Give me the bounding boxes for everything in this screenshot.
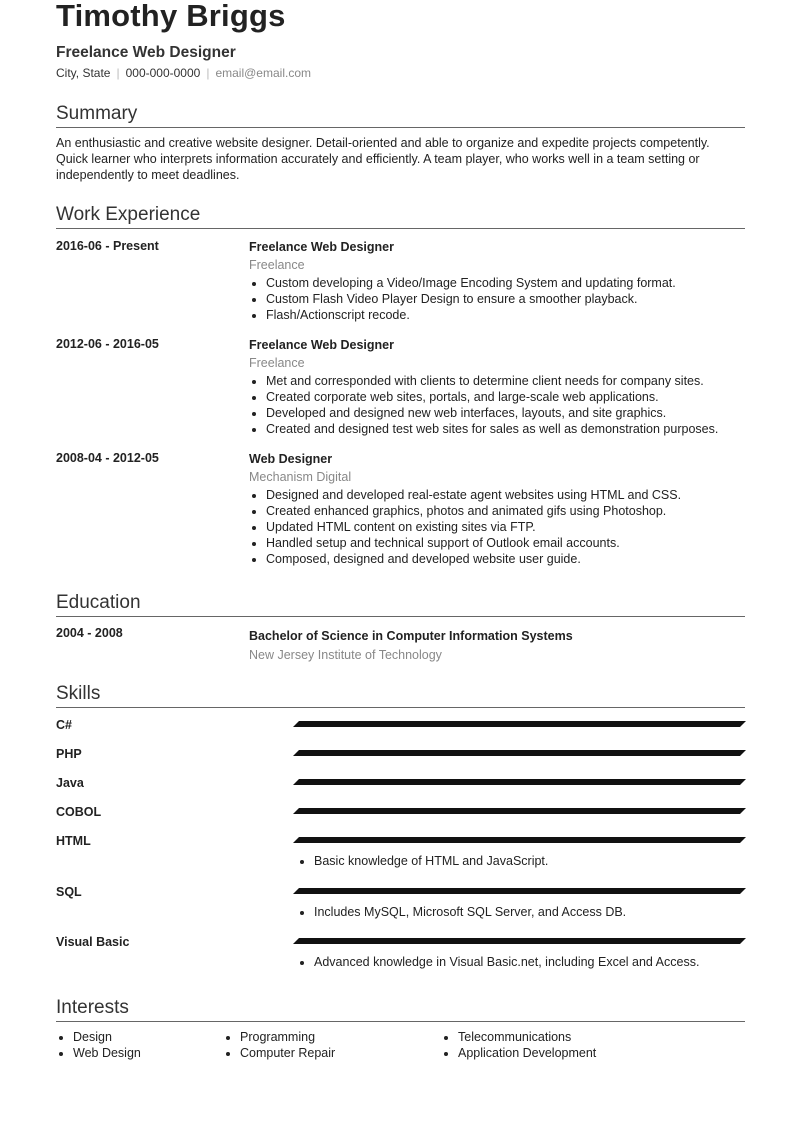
job-bullets: [249, 373, 745, 437]
job-dates: 2012-06 - 2016-05: [56, 337, 159, 351]
interests-column: [56, 1029, 141, 1061]
job-bullet: • Developed and designed new web interfaces, layouts, and site graphics.: [266, 405, 745, 421]
interest-item: • Web Design: [73, 1045, 141, 1061]
skill-level-fill: [293, 938, 746, 944]
work-experience-section: [56, 201, 745, 566]
section-title-summary: Summary: [56, 100, 745, 128]
skill-description: • Advanced knowledge in Visual Basic.net, including Excel and Access.: [314, 954, 754, 970]
job-bullet: • Composed, designed and developed website user guide.: [266, 551, 745, 567]
skill-level-fill: [293, 888, 746, 894]
skill-level-bar: [293, 837, 746, 843]
education-school: New Jersey Institute of Technology: [249, 648, 442, 662]
job-bullet: • Handled setup and technical support of Outlook email accounts.: [266, 535, 745, 551]
skill-level-bar: [293, 888, 746, 894]
interests-section: [56, 994, 745, 1062]
interests-column: [441, 1029, 596, 1061]
skill-level-fill: [293, 808, 746, 814]
contact-phone: 000-000-0000: [125, 66, 201, 80]
job-role: Freelance Web Designer: [249, 338, 394, 352]
job-bullet: • Met and corresponded with clients to determine client needs for company sites.: [266, 373, 745, 389]
interests-columns: [56, 1029, 745, 1069]
interest-item: • Programming: [240, 1029, 335, 1045]
education-section: [56, 589, 745, 662]
job-bullet: • Updated HTML content on existing sites via FTP.: [266, 519, 745, 535]
skill-name: PHP: [56, 747, 82, 761]
section-title-interests: Interests: [56, 994, 745, 1022]
skill-level-fill: [293, 721, 746, 727]
education-degree: Bachelor of Science in Computer Information Systems: [249, 629, 573, 643]
job-bullet: • Designed and developed real-estate agent websites using HTML and CSS.: [266, 487, 745, 503]
skill-level-bar: [293, 938, 746, 944]
education-dates: 2004 - 2008: [56, 626, 123, 640]
skill-description: • Basic knowledge of HTML and JavaScript.: [314, 853, 754, 869]
interest-item: • Application Development: [458, 1045, 596, 1061]
skills-section: [56, 680, 745, 969]
skill-level-bar: [293, 750, 746, 756]
interests-column: [223, 1029, 335, 1061]
job-bullet: • Custom Flash Video Player Design to ensure a smoother playback.: [266, 291, 745, 307]
skill-level-bar: [293, 779, 746, 785]
skill-description-list: [297, 904, 754, 920]
job-bullet: • Created enhanced graphics, photos and animated gifs using Photoshop.: [266, 503, 745, 519]
skill-level-fill: [293, 837, 746, 843]
skill-level-bar: [293, 808, 746, 814]
contact-location: City, State: [56, 66, 111, 80]
job-role: Freelance Web Designer: [249, 240, 394, 254]
interest-item: • Design: [73, 1029, 141, 1045]
job-bullets: [249, 275, 745, 323]
interest-item: • Telecommunications: [458, 1029, 596, 1045]
skill-level-fill: [293, 750, 746, 756]
section-title-education: Education: [56, 589, 745, 617]
contact-line: [56, 66, 311, 80]
skill-name: C#: [56, 718, 72, 732]
contact-separator: |: [206, 66, 210, 80]
summary-section: [56, 100, 745, 183]
contact-email[interactable]: email@email.com: [215, 66, 311, 80]
skill-name: Visual Basic: [56, 935, 130, 949]
section-title-skills: Skills: [56, 680, 745, 708]
job-company: Freelance: [249, 356, 305, 370]
skill-name: COBOL: [56, 805, 102, 819]
job-dates: 2008-04 - 2012-05: [56, 451, 159, 465]
job-bullets: [249, 487, 745, 567]
skill-level-fill: [293, 779, 746, 785]
job-company: Freelance: [249, 258, 305, 272]
job-bullet: • Custom developing a Video/Image Encoding System and updating format.: [266, 275, 745, 291]
skill-name: HTML: [56, 834, 91, 848]
job-bullet: • Created and designed test web sites for sales as well as demonstration purposes.: [266, 421, 745, 437]
skill-level-bar: [293, 721, 746, 727]
summary-text: An enthusiastic and creative website designer. Detail-oriented and able to organize and expedite projects competently. Quick learner who interprets information accurately and efficiently. A team player, who works well in a team setting or independently to meet deadlines.: [56, 136, 710, 182]
contact-separator: |: [116, 66, 120, 80]
job-dates: 2016-06 - Present: [56, 239, 159, 253]
job-bullet: • Created corporate web sites, portals, and large-scale web applications.: [266, 389, 745, 405]
job-company: Mechanism Digital: [249, 470, 352, 484]
skill-name: Java: [56, 776, 84, 790]
candidate-name: Timothy Briggs: [56, 0, 286, 33]
skill-description: • Includes MySQL, Microsoft SQL Server, and Access DB.: [314, 904, 754, 920]
candidate-title: Freelance Web Designer: [56, 44, 236, 61]
interest-item: • Computer Repair: [240, 1045, 335, 1061]
job-role: Web Designer: [249, 452, 333, 466]
skill-description-list: [297, 853, 754, 869]
job-bullet: • Flash/Actionscript recode.: [266, 307, 745, 323]
skill-description-list: [297, 954, 754, 970]
skill-name: SQL: [56, 885, 82, 899]
section-title-work: Work Experience: [56, 201, 745, 229]
